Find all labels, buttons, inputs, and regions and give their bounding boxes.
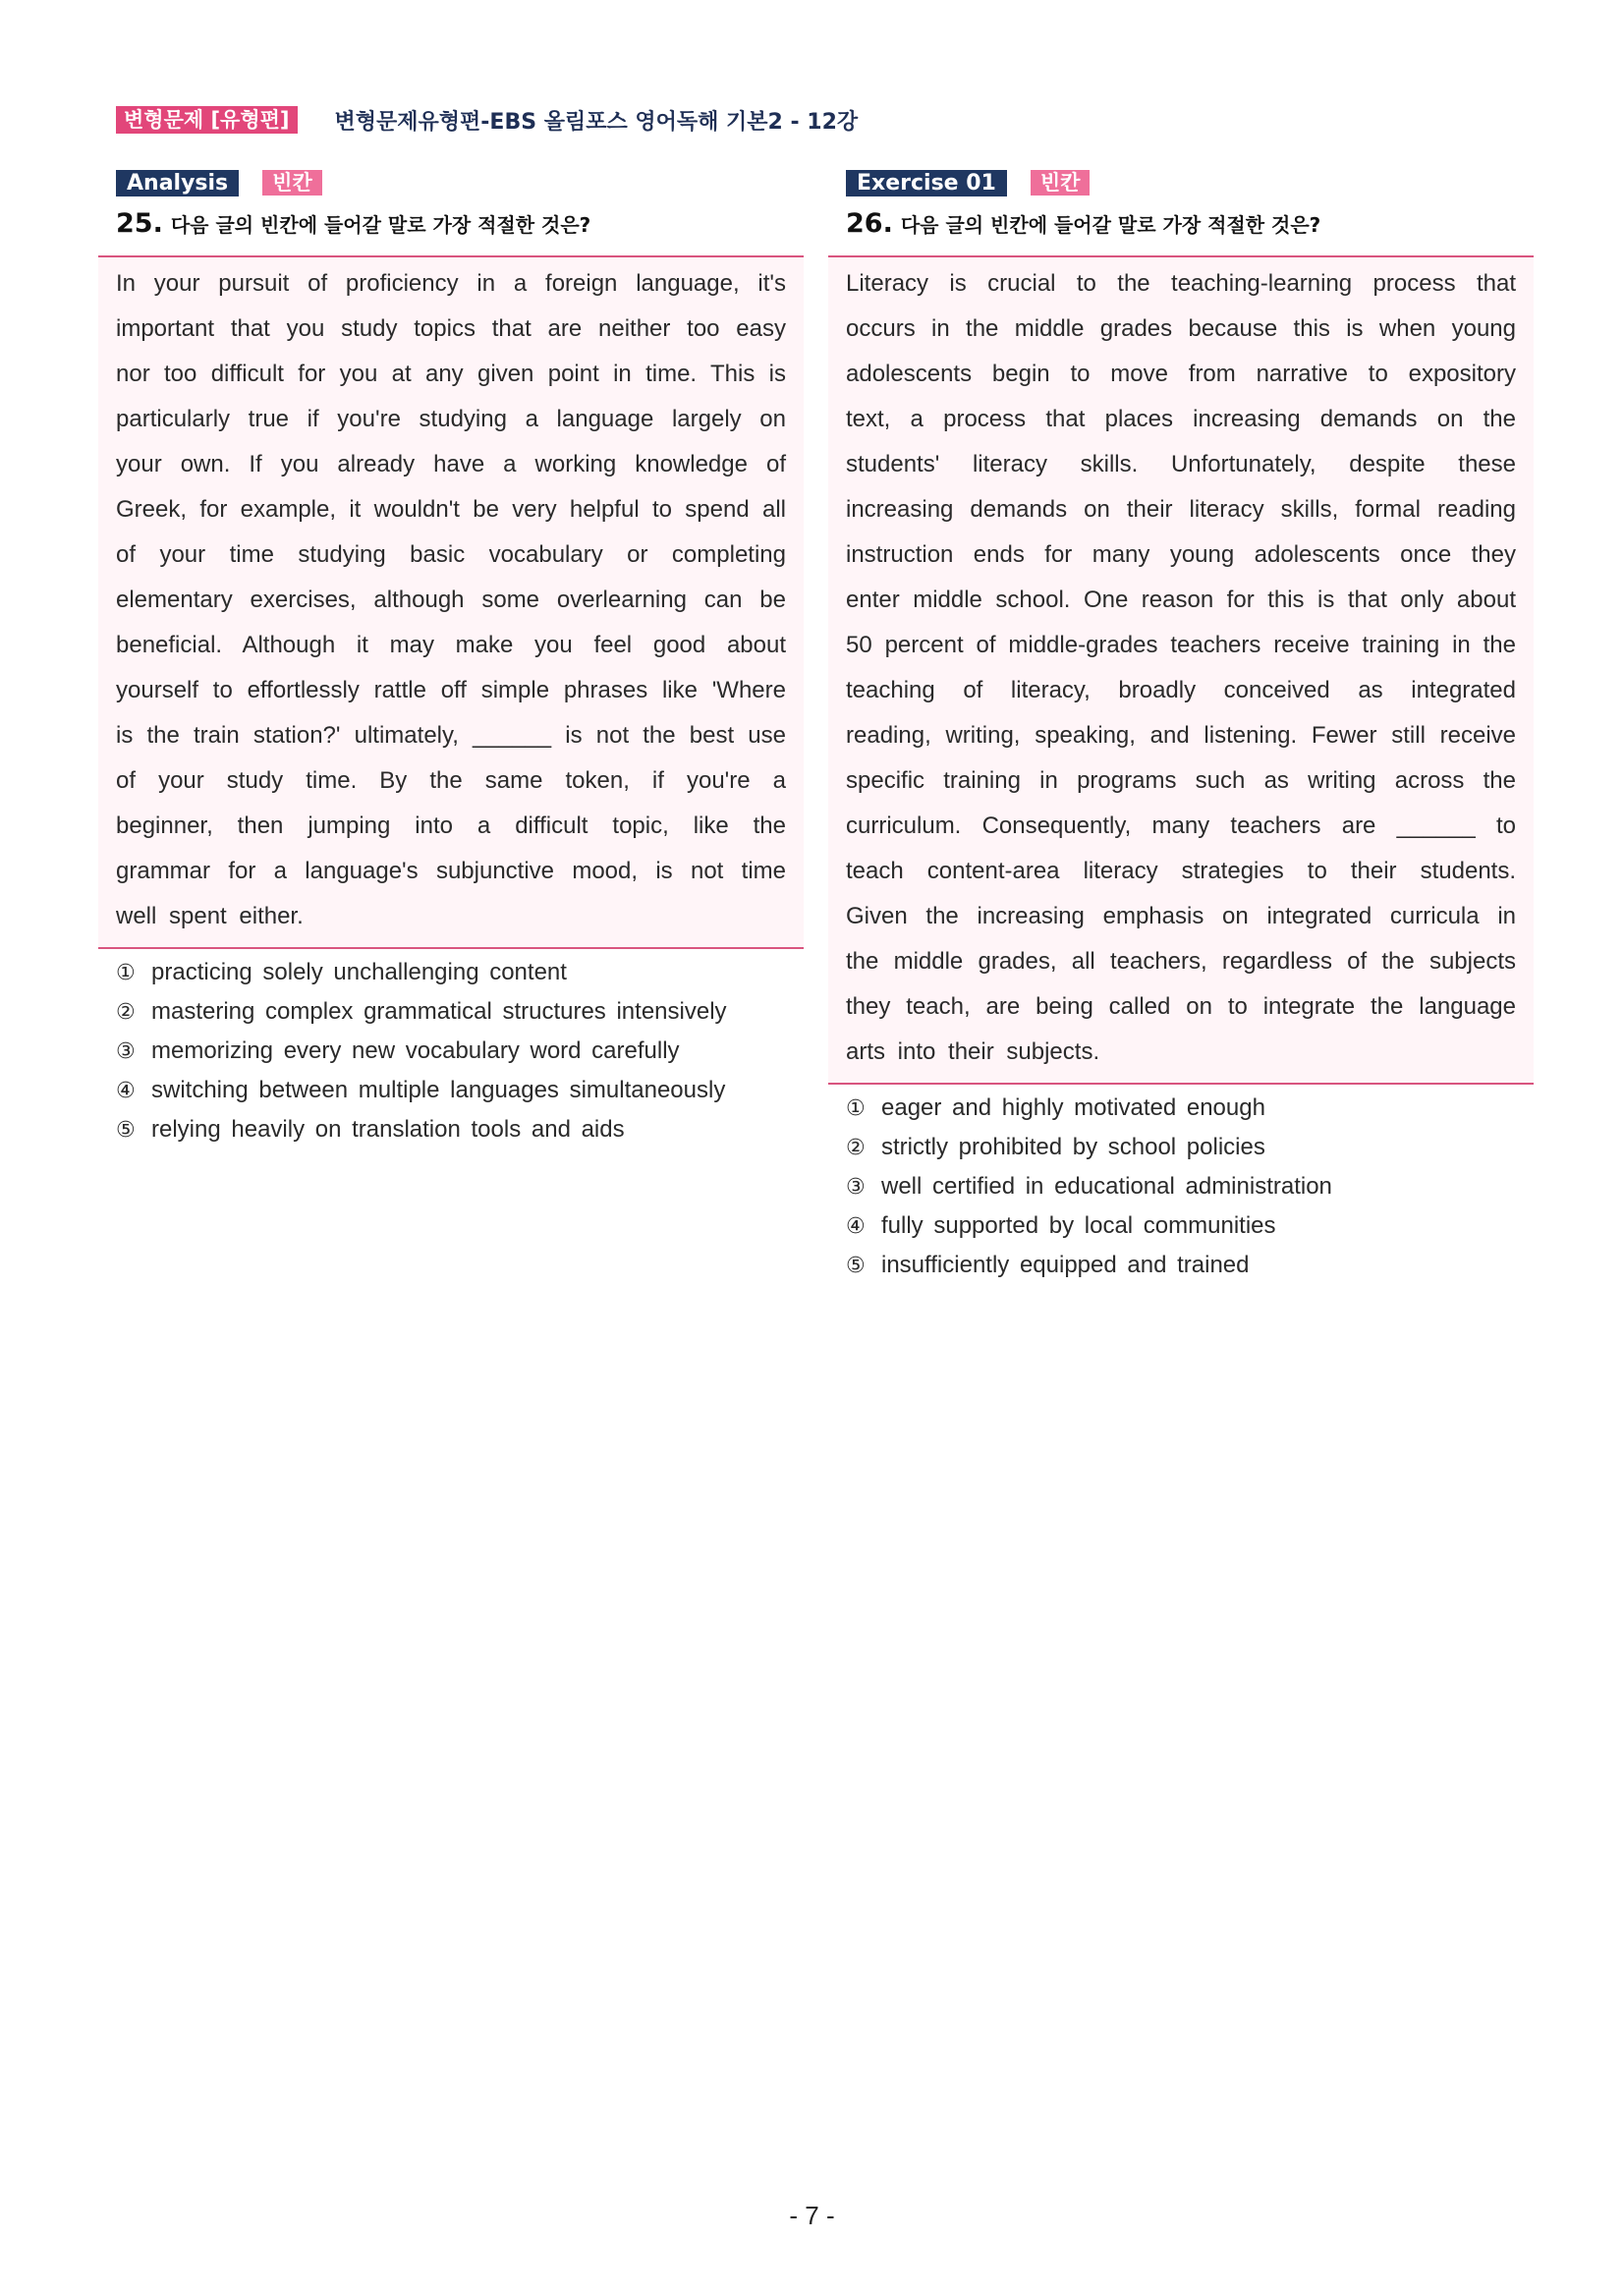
section-label-badge: Analysis [116,170,239,196]
choice-text: fully supported by local communities [881,1212,1276,1239]
choice-number: ③ [116,1039,136,1064]
question-prompt [846,206,1534,242]
choice-text: practicing solely unchallenging content [151,959,567,985]
choice-text: switching between multiple languages simultaneously [151,1077,726,1103]
choice-number: ② [116,1000,136,1025]
answer-choice[interactable] [116,1032,804,1071]
section-label-badge: Exercise 01 [846,170,1007,196]
section-badges [116,169,804,196]
choice-number: ⑤ [116,1118,136,1143]
exercise-column [828,169,1534,1285]
answer-choices [98,953,804,1149]
answer-choice[interactable] [846,1246,1534,1285]
choice-text: well certified in educational administration [881,1173,1332,1200]
category-badge: 변형문제 [유형편] [116,106,298,134]
question-number: 26. [846,208,893,239]
choice-text: eager and highly motivated enough [881,1094,1265,1121]
answer-choices [828,1089,1534,1285]
question-text: 다음 글의 빈칸에 들어갈 말로 가장 적절한 것은? [170,213,591,237]
choice-text: memorizing every new vocabulary word carefully [151,1037,680,1064]
page-header [116,104,858,136]
answer-choice[interactable] [846,1167,1534,1206]
answer-choice[interactable] [846,1089,1534,1128]
answer-choice[interactable] [116,1071,804,1110]
section-badges [846,169,1534,196]
choice-number: ④ [116,1079,136,1103]
reading-passage: In your pursuit of proficiency in a foreign language, it's important that you study topics that are neither too easy nor too difficult for you at any given point in time. This is particularly true if you're studying a language largely on your own. If you already have a working knowledge of Greek, for example, it wouldn't be very helpful to spend all of your time studying basic vocabulary or completing elementary exercises, although some overlearning can be beneficial. Although it may make you feel good about yourself to effortlessly rattle off simple phrases like 'Where is the train station?' ultimately, ______ is not the best use of your study time. By the same token, if you're a beginner, then jumping into a difficult topic, like the grammar for a language's subjunctive mood, is not time well spent either. [98,255,804,949]
question-type-badge: 빈칸 [262,170,322,196]
question-number: 25. [116,208,163,239]
choice-number: ① [846,1096,866,1121]
answer-choice[interactable] [846,1206,1534,1246]
choice-text: mastering complex grammatical structures intensively [151,998,727,1025]
choice-text: insufficiently equipped and trained [881,1252,1250,1278]
answer-choice[interactable] [116,1110,804,1149]
analysis-column [98,169,804,1149]
reading-passage: Literacy is crucial to the teaching-learning process that occurs in the middle grades because this is when young adolescents begin to move from narrative to expository text, a process that places increasing demands on the students' literacy skills. Unfortunately, despite these increasing demands on their literacy skills, formal reading instruction ends for many young adolescents once they enter middle school. One reason for this is that only about 50 percent of middle-grades teachers receive training in the teaching of literacy, broadly conceived as integrated reading, writing, speaking, and listening. Fewer still receive specific training in programs such as writing across the curriculum. Consequently, many teachers are ______ to teach content-area literacy strategies to their students. Given the increasing emphasis on integrated curricula in the middle grades, all teachers, regardless of the subjects they teach, are being called on to integrate the language arts into their subjects. [828,255,1534,1085]
choice-number: ④ [846,1214,866,1239]
answer-choice[interactable] [846,1128,1534,1167]
question-text: 다음 글의 빈칸에 들어갈 말로 가장 적절한 것은? [900,213,1321,237]
question-prompt [116,206,804,242]
choice-number: ③ [846,1175,866,1200]
choice-text: relying heavily on translation tools and aids [151,1116,625,1143]
choice-number: ② [846,1136,866,1160]
choice-number: ① [116,961,136,985]
answer-choice[interactable] [116,992,804,1032]
page-number: - 7 - [789,2201,835,2230]
choice-number: ⑤ [846,1254,866,1278]
answer-choice[interactable] [116,953,804,992]
question-type-badge: 빈칸 [1031,170,1091,196]
choice-text: strictly prohibited by school policies [881,1134,1265,1160]
document-title: 변형문제유형편-EBS 올림포스 영어독해 기본2 - 12강 [334,109,859,135]
